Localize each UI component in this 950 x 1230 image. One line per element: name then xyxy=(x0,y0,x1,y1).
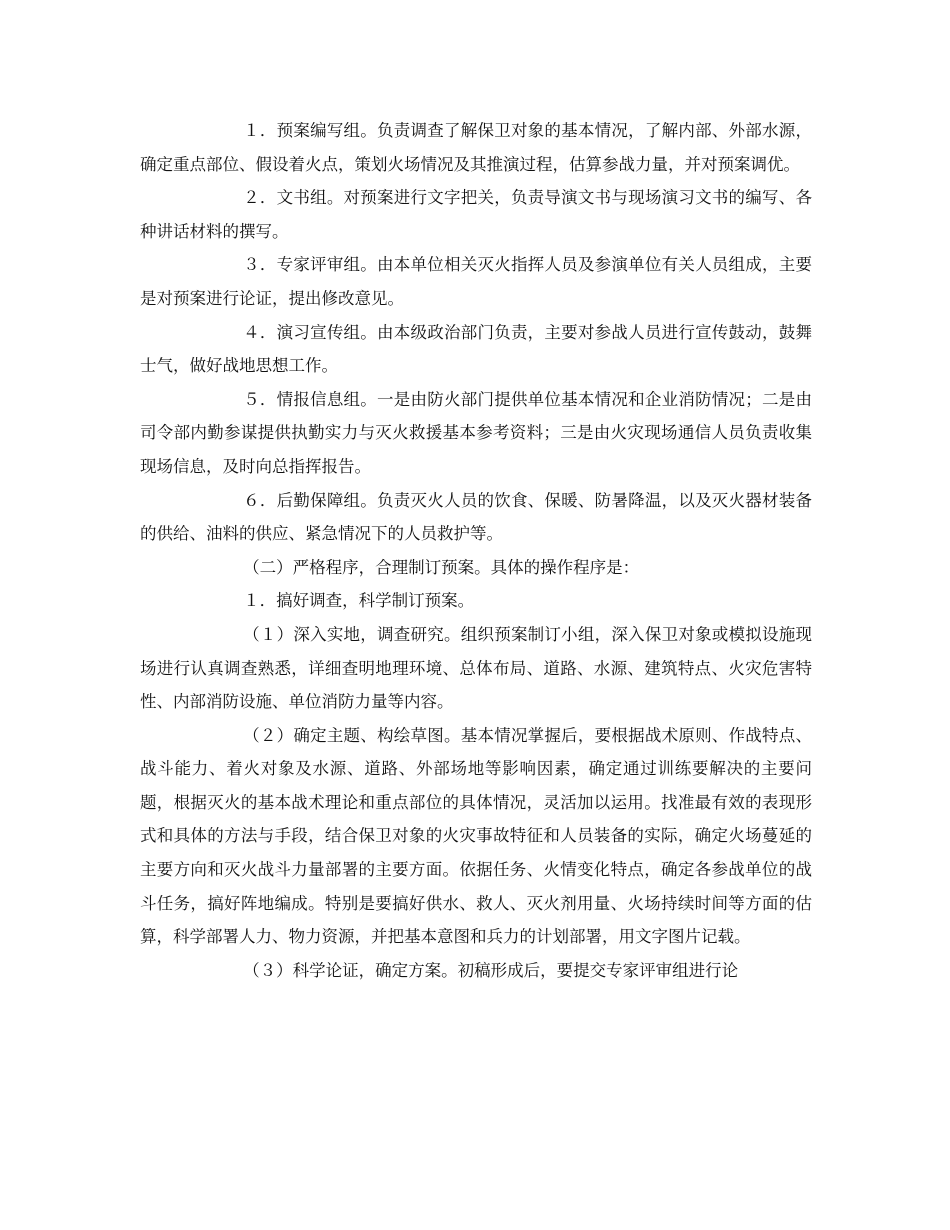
paragraph-substep-3: （３）科学论证，确定方案。初稿形成后，要提交专家评审组进行论 xyxy=(243,960,739,980)
paragraph-intelligence-group: ５．情报信息组。一是由防火部门提供单位基本情况和企业消防情况；二是由司令部内勤参谋提供执勤实力与灭火救援基本参考资料；三是由火灾现场通信人员负责收集现场信息，及时向总指挥报告。 xyxy=(140,389,812,476)
document-body xyxy=(140,114,812,987)
paragraph-publicity-group: ４．演习宣传组。由本级政治部门负责，主要对参战人员进行宣传鼓动，鼓舞士气，做好战地思想工作。 xyxy=(140,322,812,376)
paragraph-step-one: １．搞好调查，科学制订预案。 xyxy=(243,591,475,611)
paragraph-documents-group: ２．文书组。对预案进行文字把关，负责导演文书与现场演习文书的编写、各种讲话材料的撰写。 xyxy=(140,188,812,241)
paragraph-substep-2: （２）确定主题、构绘草图。基本情况掌握后，要根据战术原则、作战特点、战斗能力、着火对象及水源、道路、外部场地等影响因素，确定通过训练要解决的主要问题，根据灭火的基本战术理论和重点部位的具体情况，灵活加以运用。找准最有效的表现形式和具体的方法与手段，结合保卫对象的火灾事故特征和人员装备的实际，确定火场蔓延的主要方向和灭火战斗力量部署的主要方面。依据任务、火情变化特点，确定各参战单位的战斗任务，搞好阵地编成。特别是要搞好供水、救人、灭火剂用量、火场持续时间等方面的估算，科学部署人力、物力资源，并把基本意图和兵力的计划部署，用文字图片记载。 xyxy=(140,725,812,947)
paragraph-expert-review-group: ３．专家评审组。由本单位相关灭火指挥人员及参演单位有关人员组成，主要是对预案进行论证，提出修改意见。 xyxy=(140,255,812,308)
paragraph-section-two-heading: （二）严格程序，合理制订预案。具体的操作程序是： xyxy=(243,557,640,577)
paragraph-plan-writing-group: １．预案编写组。负责调查了解保卫对象的基本情况，了解内部、外部水源，确定重点部位、假设着火点，策划火场情况及其推演过程，估算参战力量，并对预案调优。 xyxy=(140,121,812,174)
paragraph-substep-1: （１）深入实地，调查研究。组织预案制订小组，深入保卫对象或模拟设施现场进行认真调查熟悉，详细查明地理环境、总体布局、道路、水源、建筑特点、火灾危害特性、内部消防设施、单位消防力量等内容。 xyxy=(140,624,812,712)
paragraph-logistics-group: ６．后勤保障组。负责灭火人员的饮食、保暖、防暑降温，以及灭火器材装备的供给、油料的供应、紧急情况下的人员救护等。 xyxy=(140,490,812,544)
